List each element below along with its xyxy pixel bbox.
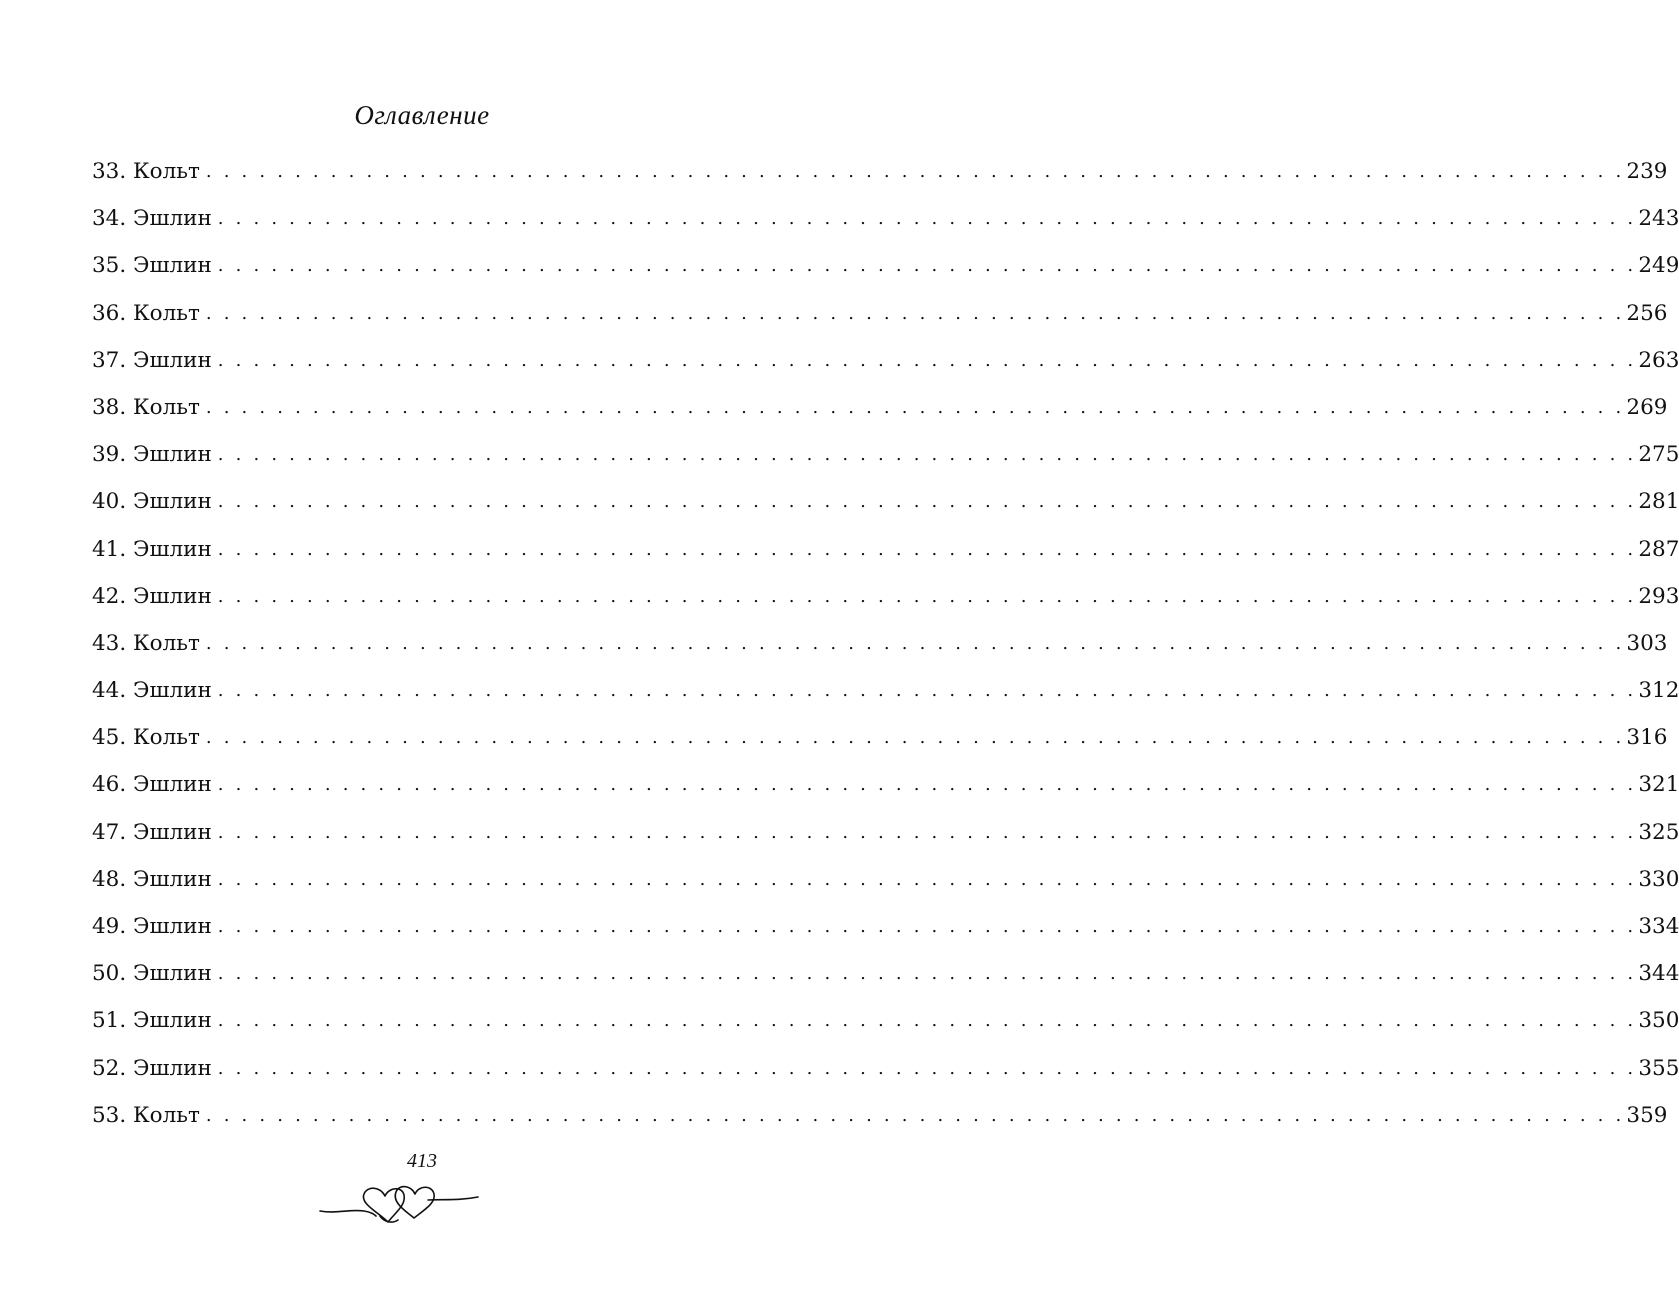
toc-dot-leader: . . . . . . . . . . . . . . . . . . . . . . . . . . . . . . . . . . . . . . . . . . . . . . . . . . . . . . . . . . . . . . . . . . . . . . . . . . . . . . . . <box>205 632 1625 654</box>
toc-dot-leader: . . . . . . . . . . . . . . . . . . . . . . . . . . . . . . . . . . . . . . . . . . . . . . . . . . . . . . . . . . . . . . . . . . . . . . . . . . . . . . . . <box>217 208 1637 230</box>
toc-chapter-title: 44. Эшлин <box>92 678 212 704</box>
toc-chapter-title: 45. Кольт <box>92 725 200 751</box>
toc-chapter-title: 51. Эшлин <box>92 1008 212 1034</box>
toc-entry[interactable] <box>92 344 1679 391</box>
page-title: Оглавление <box>354 100 490 130</box>
toc-chapter-title: 37. Эшлин <box>92 347 212 373</box>
toc-dot-leader: . . . . . . . . . . . . . . . . . . . . . . . . . . . . . . . . . . . . . . . . . . . . . . . . . . . . . . . . . . . . . . . . . . . . . . . . . . . . . . . . <box>217 1057 1637 1079</box>
toc-dot-leader: . . . . . . . . . . . . . . . . . . . . . . . . . . . . . . . . . . . . . . . . . . . . . . . . . . . . . . . . . . . . . . . . . . . . . . . . . . . . . . . . <box>217 585 1637 607</box>
toc-page-number: 359 <box>1626 1102 1668 1128</box>
toc-entry[interactable] <box>92 533 1679 580</box>
toc-entry[interactable] <box>92 155 1668 202</box>
toc-dot-leader: . . . . . . . . . . . . . . . . . . . . . . . . . . . . . . . . . . . . . . . . . . . . . . . . . . . . . . . . . . . . . . . . . . . . . . . . . . . . . . . . <box>217 774 1637 796</box>
toc-chapter-title: 46. Эшлин <box>92 772 212 798</box>
toc-page-number: 269 <box>1626 394 1668 420</box>
page-number: 413 <box>407 1150 437 1172</box>
toc-page-number: 325 <box>1638 819 1679 845</box>
toc-entry[interactable] <box>92 485 1679 532</box>
toc-dot-leader: . . . . . . . . . . . . . . . . . . . . . . . . . . . . . . . . . . . . . . . . . . . . . . . . . . . . . . . . . . . . . . . . . . . . . . . . . . . . . . . . <box>217 538 1637 560</box>
toc-dot-leader: . . . . . . . . . . . . . . . . . . . . . . . . . . . . . . . . . . . . . . . . . . . . . . . . . . . . . . . . . . . . . . . . . . . . . . . . . . . . . . . . <box>217 868 1637 890</box>
toc-page-number: 256 <box>1626 300 1668 326</box>
toc-chapter-title: 47. Эшлин <box>92 819 212 845</box>
toc-page-number: 312 <box>1638 678 1679 704</box>
toc-page-number: 293 <box>1638 583 1679 609</box>
toc-entry[interactable] <box>92 627 1668 674</box>
toc-entry[interactable] <box>92 580 1679 627</box>
toc-chapter-title: 39. Эшлин <box>92 442 212 468</box>
toc-page-number: 243 <box>1638 206 1679 232</box>
toc-page-number: 249 <box>1638 253 1679 279</box>
toc-entry[interactable] <box>92 1004 1679 1051</box>
toc-chapter-title: 38. Кольт <box>92 394 200 420</box>
toc-page-number: 316 <box>1626 725 1668 751</box>
toc-dot-leader: . . . . . . . . . . . . . . . . . . . . . . . . . . . . . . . . . . . . . . . . . . . . . . . . . . . . . . . . . . . . . . . . . . . . . . . . . . . . . . . . <box>205 302 1625 324</box>
toc-dot-leader: . . . . . . . . . . . . . . . . . . . . . . . . . . . . . . . . . . . . . . . . . . . . . . . . . . . . . . . . . . . . . . . . . . . . . . . . . . . . . . . . <box>205 727 1625 749</box>
toc-chapter-title: 50. Эшлин <box>92 961 212 987</box>
toc-entry[interactable] <box>92 297 1668 344</box>
toc-page-number: 344 <box>1638 961 1679 987</box>
toc-dot-leader: . . . . . . . . . . . . . . . . . . . . . . . . . . . . . . . . . . . . . . . . . . . . . . . . . . . . . . . . . . . . . . . . . . . . . . . . . . . . . . . . <box>217 444 1637 466</box>
toc-dot-leader: . . . . . . . . . . . . . . . . . . . . . . . . . . . . . . . . . . . . . . . . . . . . . . . . . . . . . . . . . . . . . . . . . . . . . . . . . . . . . . . . <box>217 1010 1637 1032</box>
toc-entry[interactable] <box>92 768 1679 815</box>
toc-page-number: 281 <box>1638 489 1679 515</box>
toc-chapter-title: 36. Кольт <box>92 300 200 326</box>
toc-chapter-title: 41. Эшлин <box>92 536 212 562</box>
toc-page-number: 239 <box>1626 159 1668 184</box>
toc-chapter-title: 43. Кольт <box>92 630 200 656</box>
toc-chapter-title: 53. Кольт <box>92 1102 200 1128</box>
toc-dot-leader: . . . . . . . . . . . . . . . . . . . . . . . . . . . . . . . . . . . . . . . . . . . . . . . . . . . . . . . . . . . . . . . . . . . . . . . . . . . . . . . . <box>217 349 1637 371</box>
toc-chapter-title: 34. Эшлин <box>92 206 212 232</box>
toc-entry[interactable] <box>92 202 1679 249</box>
toc-entry[interactable] <box>92 438 1679 485</box>
toc-chapter-title: 48. Эшлин <box>92 866 212 892</box>
toc-chapter-title: 42. Эшлин <box>92 583 212 609</box>
toc-entry[interactable] <box>92 910 1679 957</box>
toc-page-number: 275 <box>1638 442 1679 468</box>
two-hearts-flourish-icon <box>318 1178 483 1228</box>
toc-page-number: 350 <box>1638 1008 1679 1034</box>
toc-chapter-title: 35. Эшлин <box>92 253 212 279</box>
toc-entry[interactable] <box>92 1099 1668 1146</box>
toc-entry[interactable] <box>92 674 1679 721</box>
toc-dot-leader: . . . . . . . . . . . . . . . . . . . . . . . . . . . . . . . . . . . . . . . . . . . . . . . . . . . . . . . . . . . . . . . . . . . . . . . . . . . . . . . . <box>205 1104 1625 1126</box>
toc-dot-leader: . . . . . . . . . . . . . . . . . . . . . . . . . . . . . . . . . . . . . . . . . . . . . . . . . . . . . . . . . . . . . . . . . . . . . . . . . . . . . . . . <box>205 396 1625 418</box>
toc-chapter-title: 52. Эшлин <box>92 1055 212 1081</box>
toc-entry[interactable] <box>92 863 1679 910</box>
toc-dot-leader: . . . . . . . . . . . . . . . . . . . . . . . . . . . . . . . . . . . . . . . . . . . . . . . . . . . . . . . . . . . . . . . . . . . . . . . . . . . . . . . . <box>217 963 1637 985</box>
toc-entry[interactable] <box>92 957 1679 1004</box>
toc-entry[interactable] <box>92 1052 1679 1099</box>
toc-dot-leader: . . . . . . . . . . . . . . . . . . . . . . . . . . . . . . . . . . . . . . . . . . . . . . . . . . . . . . . . . . . . . . . . . . . . . . . . . . . . . . . . <box>205 161 1625 182</box>
toc-dot-leader: . . . . . . . . . . . . . . . . . . . . . . . . . . . . . . . . . . . . . . . . . . . . . . . . . . . . . . . . . . . . . . . . . . . . . . . . . . . . . . . . <box>217 821 1637 843</box>
toc-page-number: 355 <box>1638 1055 1679 1081</box>
toc-dot-leader: . . . . . . . . . . . . . . . . . . . . . . . . . . . . . . . . . . . . . . . . . . . . . . . . . . . . . . . . . . . . . . . . . . . . . . . . . . . . . . . . <box>217 255 1637 277</box>
toc-page-number: 263 <box>1638 347 1679 373</box>
toc-page-number: 334 <box>1638 914 1679 939</box>
toc-entry[interactable] <box>92 391 1668 438</box>
toc-dot-leader: . . . . . . . . . . . . . . . . . . . . . . . . . . . . . . . . . . . . . . . . . . . . . . . . . . . . . . . . . . . . . . . . . . . . . . . . . . . . . . . . <box>217 916 1637 937</box>
table-of-contents <box>92 155 1679 1146</box>
toc-page-number: 303 <box>1626 630 1668 656</box>
toc-chapter-title: 40. Эшлин <box>92 489 212 515</box>
toc-chapter-title: 33. Кольт <box>92 159 200 184</box>
toc-entry[interactable] <box>92 721 1668 768</box>
toc-page-number: 321 <box>1638 772 1679 798</box>
toc-dot-leader: . . . . . . . . . . . . . . . . . . . . . . . . . . . . . . . . . . . . . . . . . . . . . . . . . . . . . . . . . . . . . . . . . . . . . . . . . . . . . . . . <box>217 491 1637 513</box>
toc-page-number: 330 <box>1638 866 1679 892</box>
toc-page-number: 287 <box>1638 536 1679 562</box>
toc-entry[interactable] <box>92 816 1679 863</box>
toc-chapter-title: 49. Эшлин <box>92 914 212 939</box>
toc-entry[interactable] <box>92 249 1679 296</box>
toc-dot-leader: . . . . . . . . . . . . . . . . . . . . . . . . . . . . . . . . . . . . . . . . . . . . . . . . . . . . . . . . . . . . . . . . . . . . . . . . . . . . . . . . <box>217 680 1637 702</box>
